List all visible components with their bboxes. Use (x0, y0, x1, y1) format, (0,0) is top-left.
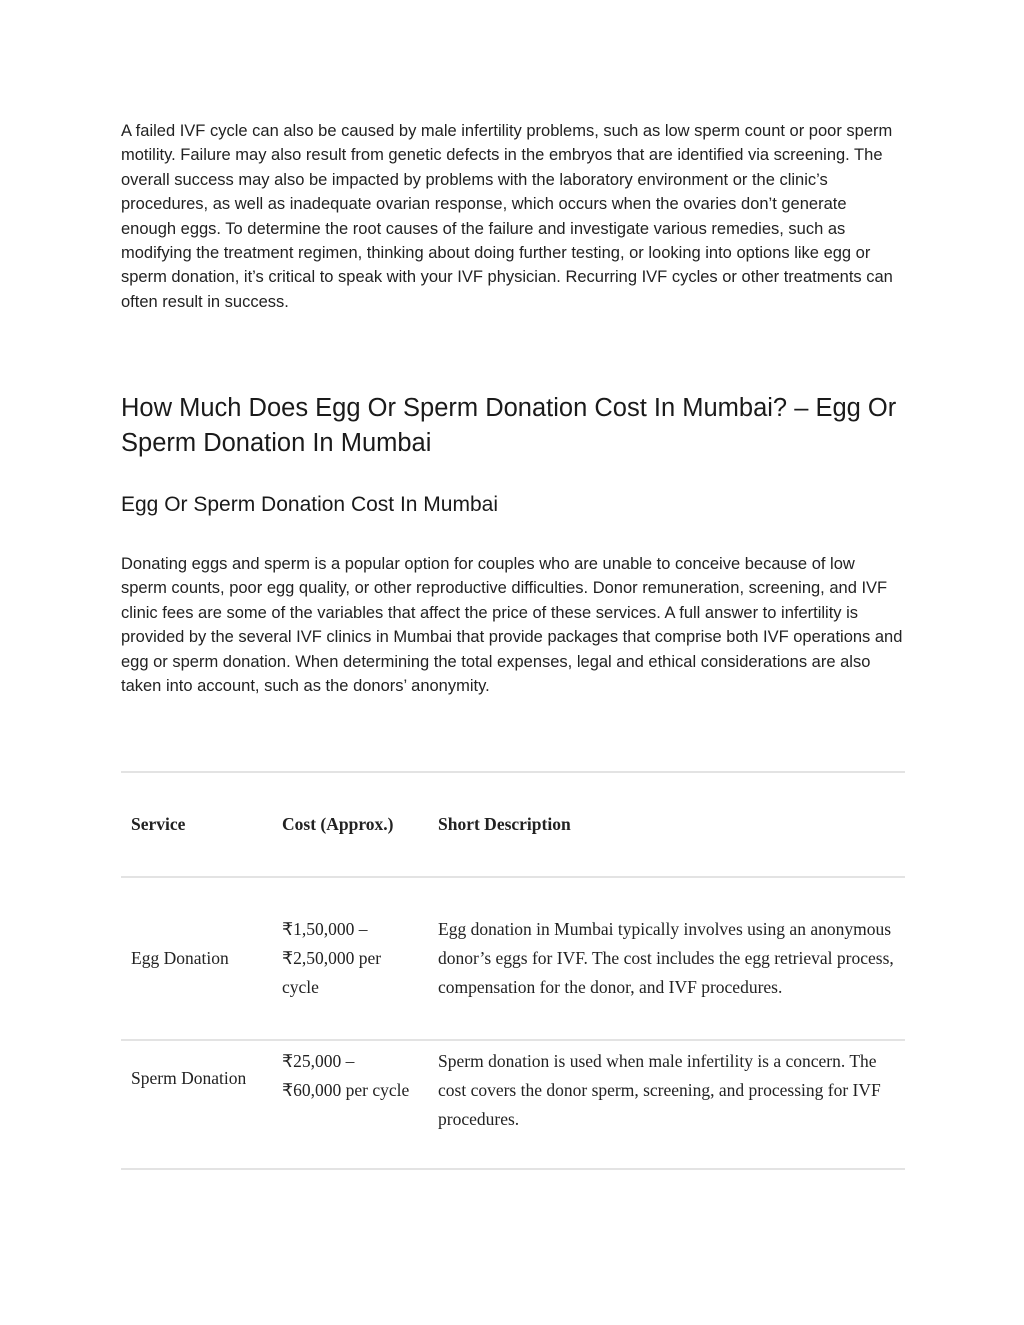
cost-cell: ₹1,50,000 – ₹2,50,000 per cycle (282, 919, 382, 997)
description-cell: Sperm donation is used when male infertility is a concern. The cost covers the donor sperm, screening, and processing for IVF procedures. (438, 1051, 881, 1129)
table-row (121, 876, 905, 1039)
section-heading: How Much Does Egg Or Sperm Donation Cost In Mumbai? – Egg Or Sperm Donation In Mumbai (121, 394, 897, 457)
donation-paragraph: Donating eggs and sperm is a popular option for couples who are unable to conceive because of low sperm counts, poor egg quality, or other reproductive difficulties. Donor remuneration, screening, and IVF clinic fees are some of the variables that affect the price of these services. A full answer to infertility is provided by the several IVF clinics in Mumbai that provide packages that comprise both IVF operations and egg or sperm donation. When determining the total expenses, legal and ethical considerations are also taken into account, such as the donors’ anonymity. (121, 555, 903, 696)
header-service: Service (131, 814, 186, 834)
intro-paragraph: A failed IVF cycle can also be caused by male infertility problems, such as low sperm count or poor sperm motility. Failure may also result from genetic defects in the embryos that are identified via screening. The overall success may also be impacted by problems with the laboratory environment or the clinic’s procedures, as well as inadequate ovarian response, which occurs when the ovaries don’t generate enough eggs. To determine the root causes of the failure and investigate various remedies, such as modifying the treatment regimen, thinking about doing further testing, or looking into options like egg or sperm donation, it’s critical to speak with your IVF physician. Recurring IVF cycles or other treatments can often result in success. (121, 122, 893, 311)
header-description: Short Description (438, 814, 571, 834)
description-cell: Egg donation in Mumbai typically involves using an anonymous donor’s eggs for IVF. The cost includes the egg retrieval process, compensation for the donor, and IVF procedures. (438, 919, 894, 997)
table-row (121, 1039, 905, 1170)
cost-table (121, 771, 905, 1170)
subsection-heading: Egg Or Sperm Donation Cost In Mumbai (121, 493, 498, 516)
table-header-row (121, 771, 905, 876)
cost-cell: ₹25,000 – ₹60,000 per cycle (282, 1051, 410, 1100)
service-cell: Sperm Donation (131, 1068, 247, 1088)
service-cell: Egg Donation (131, 948, 229, 968)
header-cost: Cost (Approx.) (282, 814, 394, 834)
